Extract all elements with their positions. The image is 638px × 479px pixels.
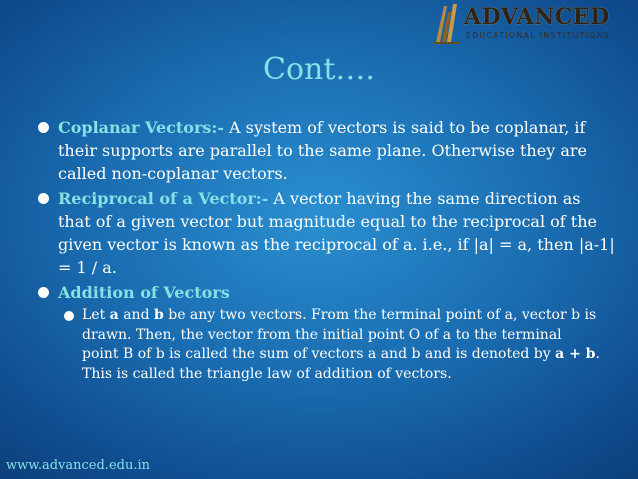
logo-subtitle: EDUCATIONAL INSTITUTIONS [466, 31, 611, 40]
slide-title: Cont…. [263, 52, 375, 87]
bullet-dot-icon [38, 122, 49, 133]
bullet-dot-icon [64, 311, 74, 321]
slide-content [36, 116, 616, 384]
vector-b: b [153, 307, 164, 323]
footer-website: www.advanced.edu.in [6, 458, 150, 473]
sub-text: . This is called the triangle law of addition of vectors. [82, 346, 600, 382]
vector-a: a [109, 307, 119, 323]
sub-text: Let [82, 307, 110, 323]
bullet-dot-icon [38, 193, 49, 204]
bullet-dot-icon [38, 287, 49, 298]
bullet-coplanar-vectors [36, 116, 616, 185]
bullet-term: Coplanar Vectors:- [58, 118, 224, 137]
bullet-term: Reciprocal of a Vector:- [58, 189, 269, 208]
bullet-addition-of-vectors [36, 281, 616, 304]
bullet-reciprocal-vector [36, 187, 616, 279]
sub-bullet-triangle-law [62, 306, 602, 384]
logo-wordmark: ADVANCED [464, 4, 610, 30]
bullet-text: A vector having the same direction as that of a given vector but magnitude equal to the reciprocal of the given vector is known as the reciprocal of a. i.e., if |a| = a, then |a-1| = 1 / a. [58, 189, 615, 277]
sub-text: be any two vectors. From the terminal point of a, vector b is drawn. Then, the vector from the initial point O of a to the terminal point B of b is called the sum of vectors a and b and is denoted by [82, 307, 597, 362]
vector-sum: a + b [555, 346, 596, 362]
logo-emblem-icon [432, 2, 462, 44]
bullet-text: A system of vectors is said to be coplanar, if their supports are parallel to the same plane. Otherwise they are called non-coplanar vectors. [58, 118, 587, 183]
logo [432, 0, 632, 46]
bullet-term: Addition of Vectors [58, 283, 230, 302]
sub-text: and [118, 307, 154, 323]
